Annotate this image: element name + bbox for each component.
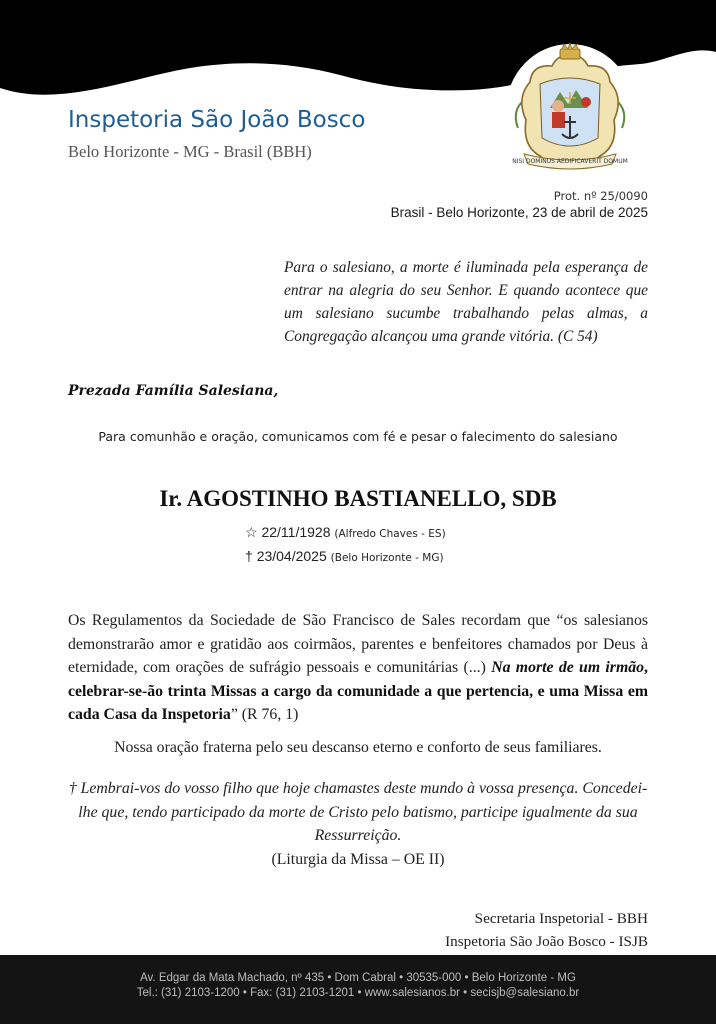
regulations-citation: ” (R 76, 1) bbox=[230, 706, 299, 723]
prayer-intro: Nossa oração fraterna pelo seu descanso eterno e conforto de seus familiares. bbox=[114, 739, 602, 756]
regulations-paragraph bbox=[68, 609, 648, 727]
organization-location: Belo Horizonte - MG - Brasil (BBH) bbox=[68, 142, 312, 161]
salesian-crest-icon bbox=[502, 42, 638, 182]
announcement-intro: Para comunhão e oração, comunicamos com fé e pesar o falecimento do salesiano bbox=[98, 429, 618, 444]
signature-organization: Inspetoria São João Bosco - ISJB bbox=[445, 933, 648, 950]
organization-name: Inspetoria São João Bosco bbox=[68, 107, 366, 133]
salutation: Prezada Família Salesiana, bbox=[68, 383, 279, 399]
birth-info bbox=[245, 524, 446, 541]
birth-date: 22/11/1928 bbox=[261, 524, 331, 540]
death-place: (Belo Horizonte - MG) bbox=[330, 552, 444, 564]
star-icon: ☆ bbox=[245, 524, 258, 540]
regulations-emphasis-italic: Na morte de um irmão bbox=[491, 659, 645, 676]
deceased-name: Ir. AGOSTINHO BASTIANELLO, SDB bbox=[159, 486, 557, 511]
birth-place: (Alfredo Chaves - ES) bbox=[334, 528, 446, 540]
cross-icon: † bbox=[245, 548, 253, 564]
footer-bar bbox=[0, 955, 716, 1024]
epigraph-quote: Para o salesiano, a morte é iluminada pela esperança de entrar na alegria do seu Senhor. E quando acontece que um salesiano sucumbe trabalhando pelas almas, a Congregação alcançou uma grande vitória. (C 54) bbox=[284, 259, 648, 345]
death-date: 23/04/2025 bbox=[256, 548, 327, 564]
regulations-emphasis: , celebrar-se-ão trinta Missas a cargo da comunidade a que pertencia, e uma Missa em cada Casa da Inspetoria bbox=[68, 659, 648, 723]
death-info bbox=[245, 548, 444, 564]
letter-dateline: Brasil - Belo Horizonte, 23 de abril de 2025 bbox=[390, 205, 648, 220]
liturgical-prayer: † Lembrai-vos do vosso filho que hoje chamastes deste mundo à vossa presença. Concedei-lhe que, tendo participado da morte de Cristo pelo batismo, participe igualmente da sua Ressurreição. bbox=[68, 780, 648, 844]
signature-office: Secretaria Inspetorial - BBH bbox=[474, 910, 648, 927]
prayer-source: (Liturgia da Missa – OE II) bbox=[271, 851, 445, 868]
footer-contact: Tel.: (31) 2103-1200 • Fax: (31) 2103-1201 • www.salesianos.br • secisjb@salesiano.br bbox=[136, 987, 580, 999]
svg-text:NISI DOMINUS AEDIFICAVERIT DOM: NISI DOMINUS AEDIFICAVERIT DOMUM bbox=[512, 158, 628, 165]
protocol-number: Prot. nº 25/0090 bbox=[553, 189, 648, 203]
footer-address: Av. Edgar da Mata Machado, nº 435 • Dom Cabral • 30535-000 • Belo Horizonte - MG bbox=[140, 972, 576, 984]
regulations-lead: Os Regulamentos da Sociedade de São Francisco de Sales recordam que “os salesianos demonstrarão amor e gratidão aos coirmãos, parentes e benfeitores chamados por Deus à eternidade, com orações de sufrágio pessoais e comunitárias (...) bbox=[68, 612, 648, 676]
